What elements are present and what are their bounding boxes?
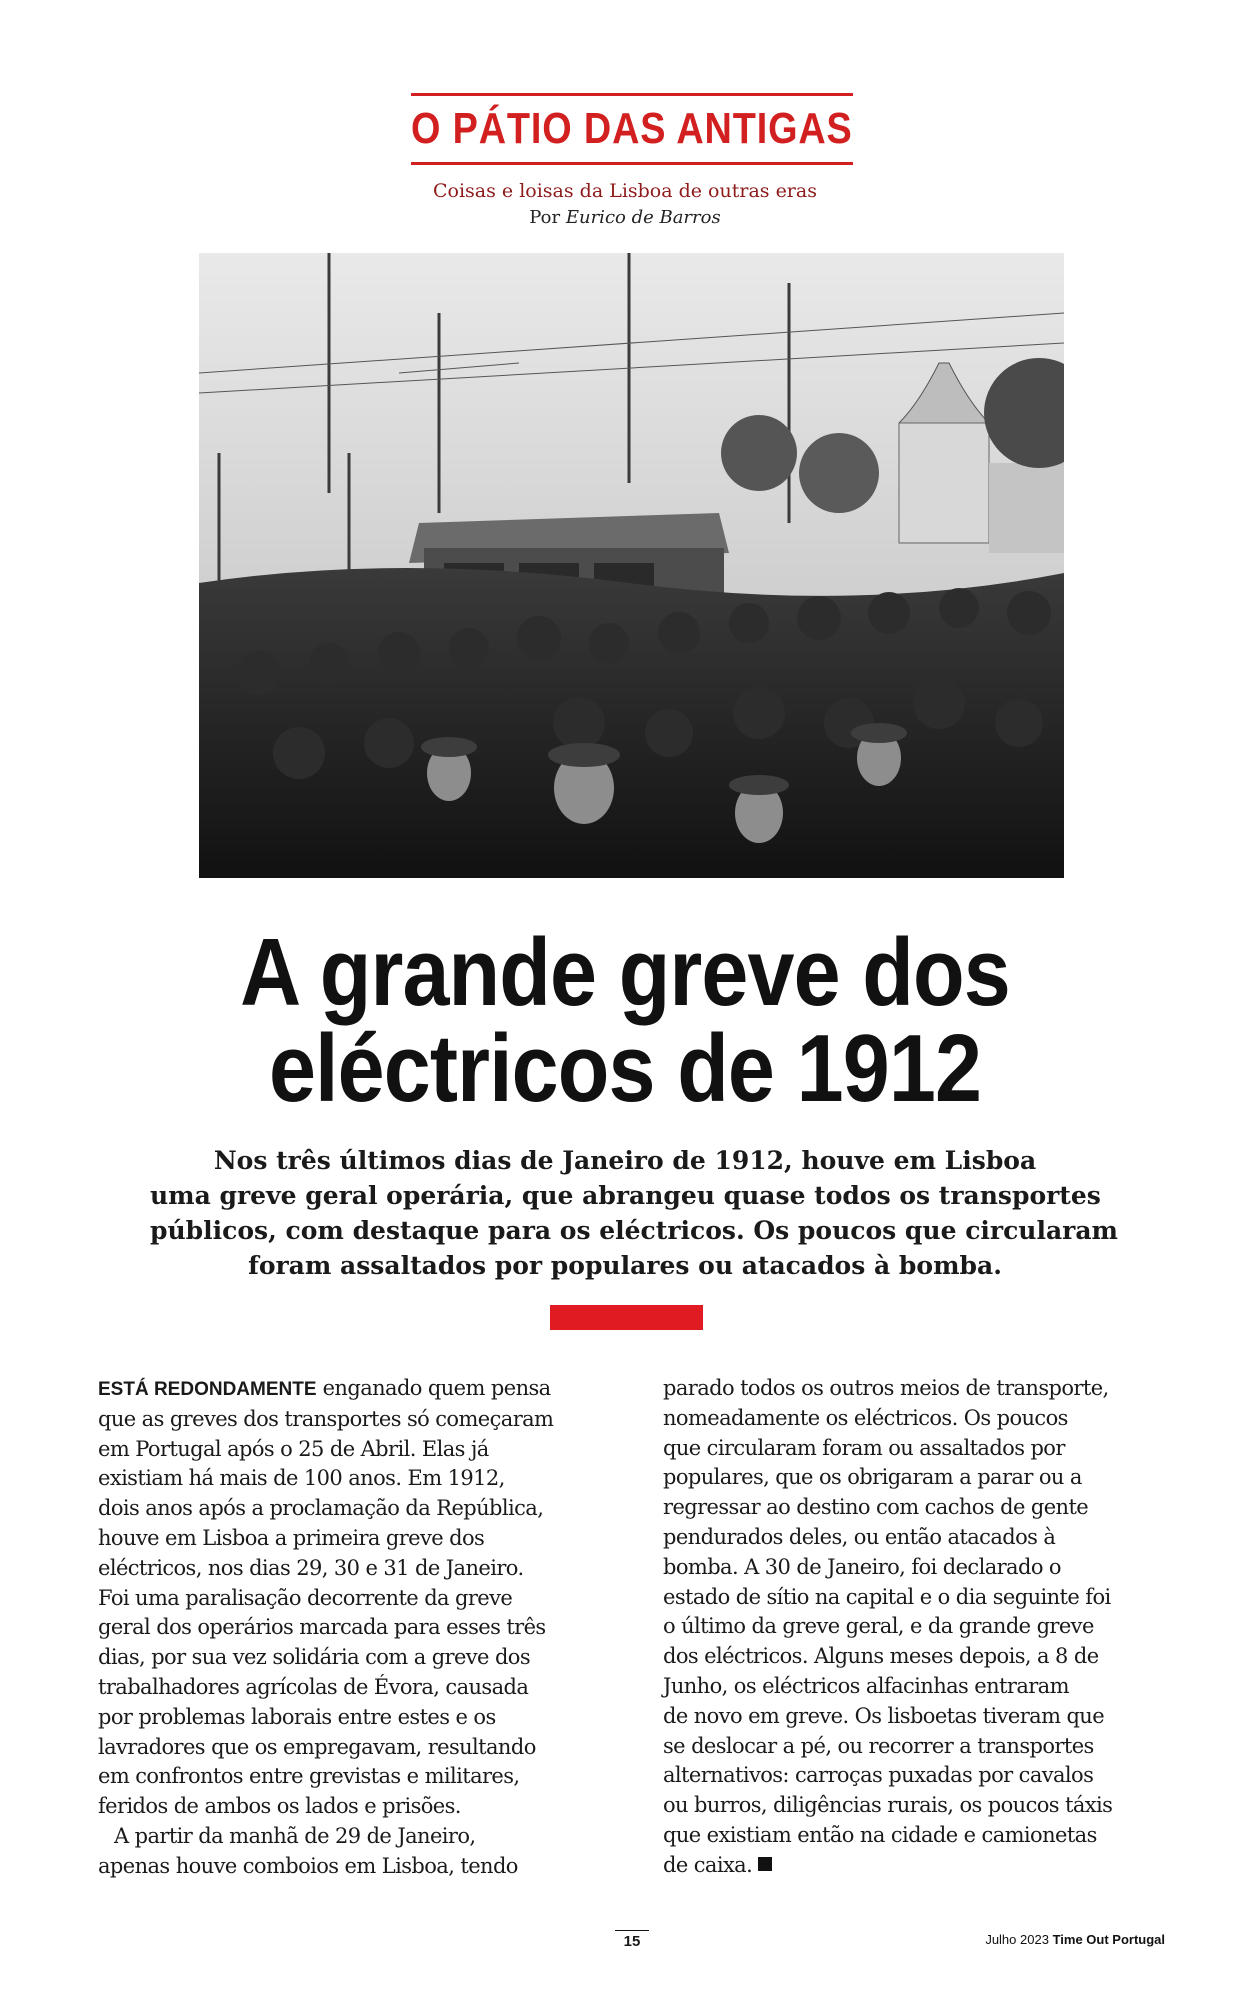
body-line: parado todos os outros meios de transporte, (663, 1376, 1109, 1400)
byline-prefix: Por (529, 207, 561, 228)
page-number: 15 (615, 1930, 649, 1950)
body-line: dos eléctricos. Alguns meses depois, a 8 de (663, 1644, 1099, 1669)
headline (0, 919, 1250, 1122)
body-line: que circularam foram ou assaltados por (663, 1435, 1065, 1460)
body-line: ou burros, diligências rurais, os poucos táxis (663, 1793, 1113, 1818)
end-mark-icon (758, 1857, 772, 1871)
body-line: que existiam então na cidade e camionetas (663, 1822, 1097, 1847)
issue-info (985, 1932, 1165, 1947)
body-line: A partir da manhã de 29 de Janeiro, (114, 1823, 476, 1848)
headline-line-1: A grande greve dos (240, 919, 1010, 1026)
body-line: se deslocar a pé, ou recorrer a transportes (663, 1733, 1094, 1758)
body-line: que as greves dos transportes só começaram (98, 1406, 554, 1431)
body-line: bomba. A 30 de Janeiro, foi declarado o (663, 1554, 1061, 1579)
body-line: em confrontos entre grevistas e militares, (98, 1764, 520, 1789)
body-line: Junho, os eléctricos alfacinhas entraram (663, 1673, 1069, 1698)
standfirst-line: públicos, com destaque para os eléctricos. Os poucos que circularam (150, 1216, 1119, 1245)
standfirst-line: Nos três últimos dias de Janeiro de 1912, houve em Lisboa (213, 1146, 1037, 1175)
body-line: em Portugal após o 25 de Abril. Elas já (98, 1436, 489, 1461)
author-name: Eurico de Barros (565, 207, 721, 228)
body-line (98, 1374, 618, 1405)
body-column-right (663, 1374, 1183, 1881)
standfirst-line: uma greve geral operária, que abrangeu quase todos os transportes (150, 1181, 1101, 1210)
issue-date: Julho 2023 (985, 1932, 1049, 1947)
body-line: dois anos após a proclamação da República, (98, 1496, 544, 1521)
body-line: geral dos operários marcada para esses três (98, 1615, 546, 1640)
body-line (663, 1851, 1183, 1881)
red-divider (550, 1305, 703, 1330)
body-line: existiam há mais de 100 anos. Em 1912, (98, 1466, 505, 1491)
body-line: nomeadamente os eléctricos. Os poucos (663, 1405, 1068, 1430)
headline-line-2: eléctricos de 1912 (268, 1015, 982, 1122)
body-line: dias, por sua vez solidária com a greve dos (98, 1645, 531, 1670)
body-line: pendurados deles, ou então atacados à (663, 1524, 1056, 1549)
body-line: lavradores que os empregavam, resultando (98, 1734, 536, 1759)
publication-name: Time Out Portugal (1052, 1932, 1165, 1947)
archival-photo (199, 253, 1064, 878)
body-line: feridos de ambos os lados e prisões. (98, 1794, 461, 1819)
section-header (411, 93, 853, 165)
body-column-left (98, 1374, 618, 1882)
archival-photo-crowd-tram-icon (199, 253, 1064, 878)
body-line: por problemas laborais entre estes e os (98, 1704, 496, 1729)
section-subtitle: Coisas e loisas da Lisboa de outras eras (433, 180, 817, 202)
standfirst (150, 1143, 1119, 1283)
body-line: eléctricos, nos dias 29, 30 e 31 de Janeiro. (98, 1555, 524, 1580)
standfirst-line: foram assaltados por populares ou atacados à bomba. (248, 1251, 1002, 1280)
body-line-text: de caixa. (663, 1852, 753, 1877)
body-line: alternativos: carroças puxadas por cavalos (663, 1763, 1094, 1788)
section-title: O PÁTIO DAS ANTIGAS (411, 104, 853, 153)
byline (0, 207, 1250, 228)
lead-in: ESTÁ REDONDAMENTE (98, 1379, 317, 1400)
body-line: regressar ao destino com cachos de gente (663, 1495, 1089, 1520)
body-line: houve em Lisboa a primeira greve dos (98, 1525, 485, 1550)
body-line: de novo em greve. Os lisboetas tiveram que (663, 1703, 1105, 1728)
body-line: trabalhadores agrícolas de Évora, causada (98, 1674, 529, 1699)
body-line: apenas houve comboios em Lisboa, tendo (98, 1853, 518, 1878)
body-line: Foi uma paralisação decorrente da greve (98, 1585, 513, 1610)
body-line: estado de sítio na capital e o dia seguinte foi (663, 1584, 1111, 1609)
body-line: o último da greve geral, e da grande greve (663, 1614, 1094, 1639)
body-line-text: enganado quem pensa (322, 1376, 551, 1400)
body-line: populares, que os obrigaram a parar ou a (663, 1465, 1082, 1490)
